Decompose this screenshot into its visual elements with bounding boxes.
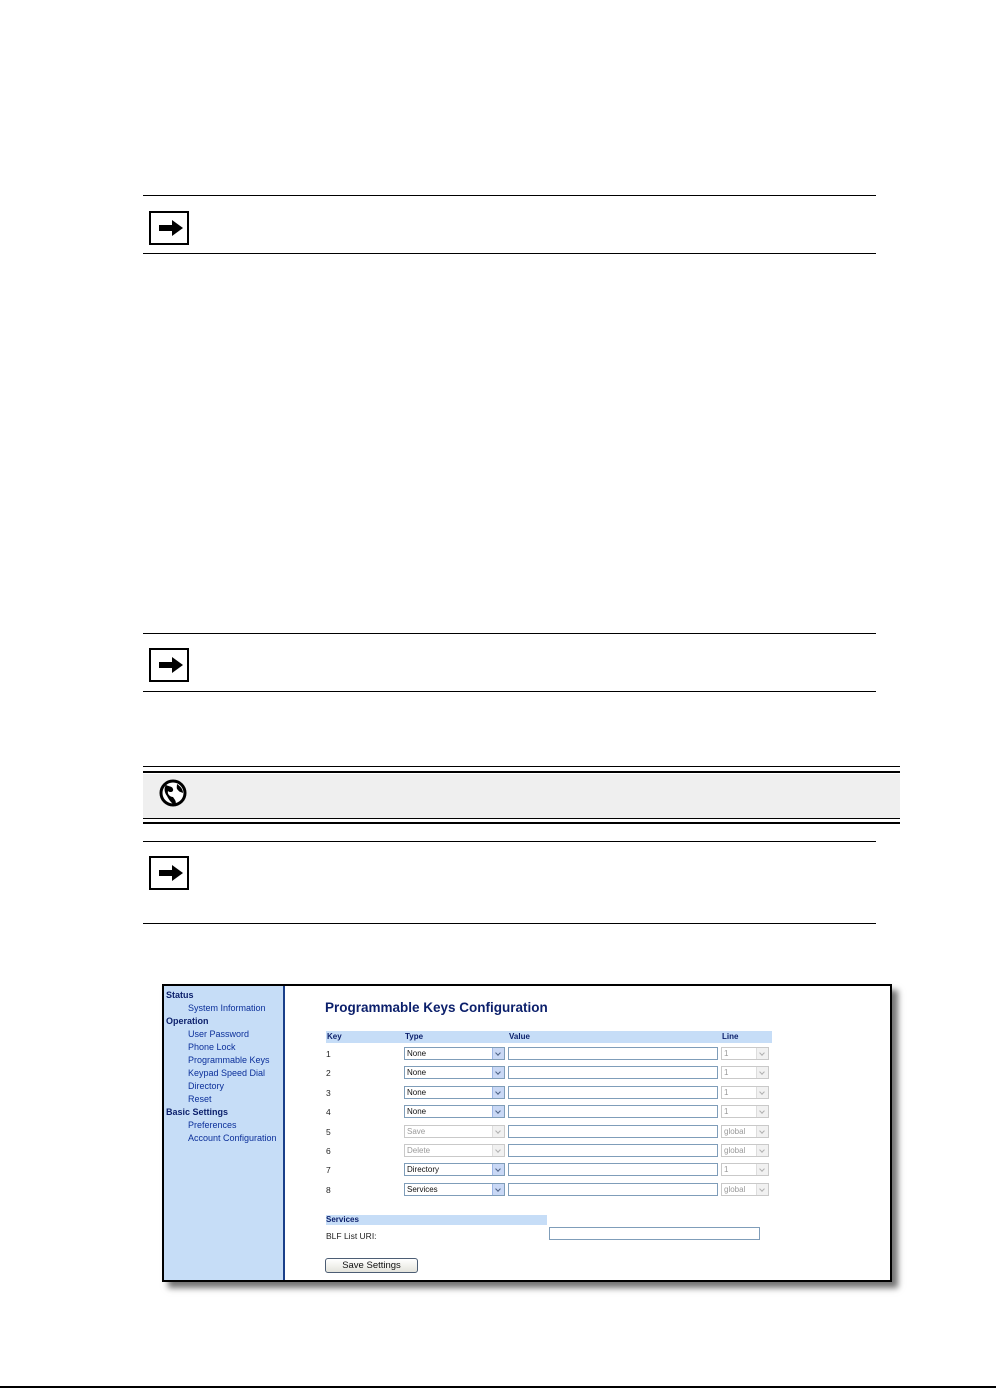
chevron-down-icon[interactable]	[492, 1164, 504, 1175]
globe-rule-top-a	[143, 766, 900, 767]
chevron-down-icon	[492, 1126, 504, 1137]
chevron-down-icon	[492, 1145, 504, 1156]
chevron-down-icon[interactable]	[492, 1048, 504, 1059]
nav-group-basic-settings[interactable]: Basic Settings	[166, 1107, 229, 1117]
row-key-label: 4	[326, 1107, 331, 1117]
row-type-value: Delete	[407, 1146, 431, 1155]
row-type-select[interactable]	[404, 1086, 505, 1099]
row-value-input[interactable]	[508, 1047, 718, 1060]
chevron-down-icon	[756, 1106, 768, 1117]
row-line-value: 1	[724, 1068, 729, 1077]
row-type-select[interactable]	[404, 1105, 505, 1118]
row-line-value: 1	[724, 1107, 729, 1116]
row-type-select[interactable]	[404, 1066, 505, 1079]
row-type-select[interactable]	[404, 1047, 505, 1060]
row-type-value: None	[407, 1049, 427, 1058]
sidebar-nav	[164, 986, 285, 1280]
nav-item-keypad-speed-dial[interactable]: Keypad Speed Dial	[188, 1068, 266, 1078]
globe-rule-bottom-b	[143, 822, 900, 824]
header-line: Line	[722, 1032, 739, 1041]
row-type-select	[404, 1125, 505, 1138]
row-line-value: 1	[724, 1165, 729, 1174]
note-rule-top-1	[143, 195, 876, 196]
save-settings-button[interactable]: Save Settings	[325, 1258, 418, 1273]
row-key-label: 6	[326, 1146, 331, 1156]
row-type-value: Services	[407, 1185, 438, 1194]
note-rule-bottom-4	[143, 923, 876, 924]
row-line-value: global	[724, 1127, 746, 1136]
chevron-down-icon	[756, 1087, 768, 1098]
row-value-input[interactable]	[508, 1163, 718, 1176]
note-rule-top-4	[143, 841, 876, 842]
chevron-down-icon[interactable]	[492, 1106, 504, 1117]
globe-rule-bottom-a	[143, 818, 900, 819]
row-value-input[interactable]	[508, 1105, 718, 1118]
chevron-down-icon	[756, 1145, 768, 1156]
header-type: Type	[405, 1032, 424, 1041]
row-value-input[interactable]	[508, 1066, 718, 1079]
row-line-select	[721, 1105, 769, 1118]
header-key: Key	[327, 1032, 342, 1041]
row-value-input[interactable]	[508, 1183, 718, 1196]
nav-item-system-information[interactable]: System Information	[188, 1003, 266, 1013]
note-rule-top-2	[143, 633, 876, 634]
row-line-value: 1	[724, 1049, 729, 1058]
nav-item-programmable-keys[interactable]: Programmable Keys	[188, 1055, 270, 1065]
nav-item-user-password[interactable]: User Password	[188, 1029, 250, 1039]
row-type-select[interactable]	[404, 1183, 505, 1196]
row-key-label: 7	[326, 1165, 331, 1175]
chevron-down-icon	[756, 1184, 768, 1195]
row-line-select	[721, 1066, 769, 1079]
services-section-header: Services	[326, 1215, 547, 1225]
keys-table-header	[326, 1031, 772, 1043]
blf-list-uri-label: BLF List URI:	[326, 1231, 377, 1241]
row-type-value: None	[407, 1068, 427, 1077]
nav-item-preferences[interactable]: Preferences	[188, 1120, 237, 1130]
row-line-select	[721, 1163, 769, 1176]
page-title: Programmable Keys Configuration	[325, 1000, 548, 1015]
arrow-right-icon	[149, 648, 189, 682]
row-line-select	[721, 1086, 769, 1099]
row-value-input[interactable]	[508, 1086, 718, 1099]
web-ui-screenshot	[162, 984, 892, 1282]
row-type-value: None	[407, 1107, 427, 1116]
row-key-label: 3	[326, 1088, 331, 1098]
nav-item-directory[interactable]: Directory	[188, 1081, 225, 1091]
row-line-select	[721, 1125, 769, 1138]
row-type-value: None	[407, 1088, 427, 1097]
row-line-value: global	[724, 1146, 746, 1155]
nav-item-phone-lock[interactable]: Phone Lock	[188, 1042, 236, 1052]
row-line-select	[721, 1183, 769, 1196]
globe-rule-top-b	[143, 771, 900, 773]
row-value-input[interactable]	[508, 1125, 718, 1138]
row-type-select[interactable]	[404, 1163, 505, 1176]
row-value-input[interactable]	[508, 1144, 718, 1157]
row-key-label: 1	[326, 1049, 331, 1059]
chevron-down-icon	[756, 1048, 768, 1059]
arrow-right-icon	[149, 856, 189, 890]
row-type-value: Directory	[407, 1165, 440, 1174]
nav-group-operation[interactable]: Operation	[166, 1016, 209, 1026]
chevron-down-icon[interactable]	[492, 1067, 504, 1078]
row-key-label: 2	[326, 1068, 331, 1078]
chevron-down-icon[interactable]	[492, 1087, 504, 1098]
arrow-right-icon	[149, 211, 189, 245]
chevron-down-icon[interactable]	[492, 1184, 504, 1195]
header-value: Value	[509, 1032, 530, 1041]
nav-item-account-configuration[interactable]: Account Configuration	[188, 1133, 277, 1143]
nav-group-status[interactable]: Status	[166, 990, 194, 1000]
row-line-select	[721, 1144, 769, 1157]
globe-icon	[158, 778, 188, 808]
row-type-select	[404, 1144, 505, 1157]
row-key-label: 5	[326, 1127, 331, 1137]
page-bottom-rule	[0, 1386, 996, 1388]
row-line-select	[721, 1047, 769, 1060]
row-line-value: 1	[724, 1088, 729, 1097]
chevron-down-icon	[756, 1067, 768, 1078]
main-content	[285, 986, 890, 1280]
row-type-value: Save	[407, 1127, 426, 1136]
chevron-down-icon	[756, 1164, 768, 1175]
row-key-label: 8	[326, 1185, 331, 1195]
blf-list-uri-input[interactable]	[549, 1227, 760, 1240]
globe-note-band	[143, 774, 900, 818]
note-rule-bottom-1	[143, 253, 876, 254]
chevron-down-icon	[756, 1126, 768, 1137]
nav-item-reset[interactable]: Reset	[188, 1094, 212, 1104]
row-line-value: global	[724, 1185, 746, 1194]
note-rule-bottom-2	[143, 691, 876, 692]
